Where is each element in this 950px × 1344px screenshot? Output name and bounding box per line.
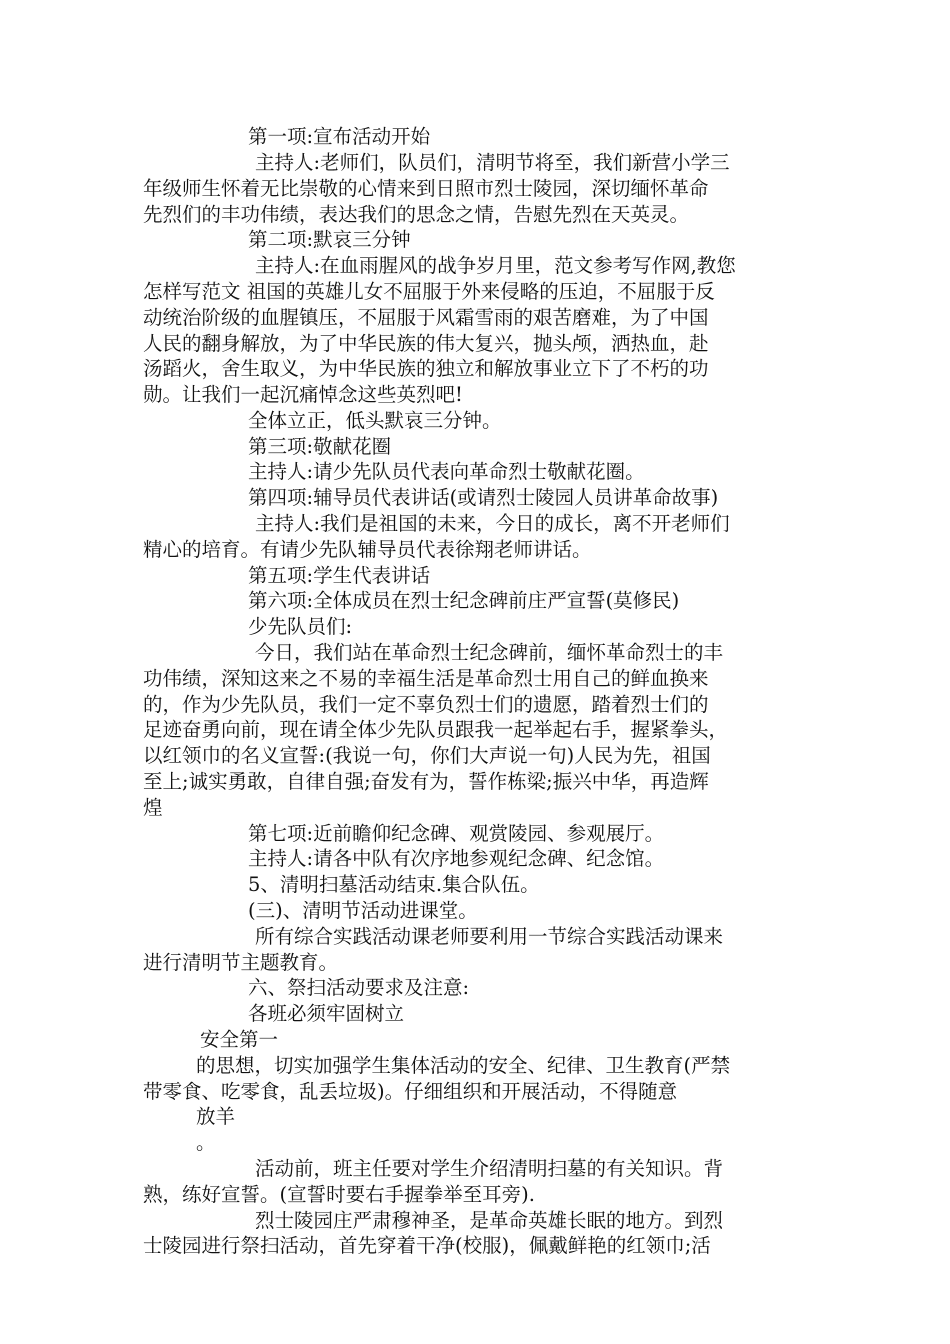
text-line: 第四项:辅导员代表讲话(或请烈士陵园人员讲革命故事)	[248, 486, 719, 509]
text-line: 勋。让我们一起沉痛悼念这些英烈吧!	[143, 383, 463, 406]
text-line: 活动前，班主任要对学生介绍清明扫墓的有关知识。背	[255, 1157, 724, 1180]
text-line: 主持人:请少先队员代表向革命烈士敬献花圈。	[248, 460, 645, 483]
text-line: 第七项:近前瞻仰纪念碑、观赏陵园、参观展厅。	[248, 822, 665, 845]
text-line: 第六项:全体成员在烈士纪念碑前庄严宣誓(莫修民)	[248, 589, 680, 612]
text-line: 主持人:在血雨腥风的战争岁月里，范文参考写作网,教您	[255, 254, 736, 277]
text-line: 精心的培育。有请少先队辅导员代表徐翔老师讲话。	[143, 538, 592, 561]
text-line: 煌	[143, 796, 163, 819]
text-line: 。	[196, 1131, 216, 1154]
text-line: 的思想，切实加强学生集体活动的安全、纪律、卫生教育(严禁	[196, 1054, 731, 1077]
text-line: 先烈们的丰功伟绩，表达我们的思念之情，告慰先烈在天英灵。	[143, 203, 690, 226]
text-line: 带零食、吃零食，乱丢垃圾)。仔细组织和开展活动，不得随意	[143, 1080, 678, 1103]
text-line: 功伟绩，深知这来之不易的幸福生活是革命烈士用自己的鲜血换来	[143, 667, 709, 690]
text-line: 少先队员们:	[248, 615, 353, 638]
text-line: 今日，我们站在革命烈士纪念碑前，缅怀革命烈士的丰	[255, 641, 724, 664]
text-line: 5、清明扫墓活动结束.集合队伍。	[248, 873, 540, 896]
text-line: 年级师生怀着无比崇敬的心情来到日照市烈士陵园，深切缅怀革命	[143, 177, 709, 200]
text-line: 第五项:学生代表讲话	[248, 564, 431, 587]
text-line: 汤蹈火，舍生取义，为中华民族的独立和解放事业立下了不朽的功	[143, 357, 709, 380]
text-line: 主持人:老师们，队员们，清明节将至，我们新营小学三	[255, 151, 730, 174]
text-line: 士陵园进行祭扫活动，首先穿着干净(校服)，佩戴鲜艳的红领巾;活	[143, 1234, 711, 1257]
text-line: 人民的翻身解放，为了中华民族的伟大复兴，抛头颅，洒热血，赴	[143, 332, 709, 355]
text-line: 全体立正，低头默哀三分钟。	[248, 409, 502, 432]
text-line: 各班必须牢固树立	[248, 1002, 405, 1025]
text-line: 第二项:默哀三分钟	[248, 228, 411, 251]
text-line: 第一项:宣布活动开始	[248, 125, 431, 148]
text-line: 动统治阶级的血腥镇压，不屈服于风霜雪雨的艰苦磨难，为了中国	[143, 306, 709, 329]
text-line: 至上;诚实勇敢，自律自强;奋发有为，誓作栋梁;振兴中华，再造辉	[143, 770, 709, 793]
text-line: (三)、清明节活动进课堂。	[248, 899, 478, 922]
text-line: 烈士陵园庄严肃穆神圣，是革命英雄长眠的地方。到烈	[255, 1209, 724, 1232]
text-line: 主持人:请各中队有次序地参观纪念碑、纪念馆。	[248, 847, 665, 870]
text-line: 足迹奋勇向前，现在请全体少先队员跟我一起举起右手，握紧拳头，	[143, 718, 729, 741]
text-line: 所有综合实践活动课老师要利用一节综合实践活动课来	[255, 925, 724, 948]
text-line: 主持人:我们是祖国的未来，今日的成长，离不开老师们	[255, 512, 730, 535]
text-line: 进行清明节主题教育。	[143, 951, 339, 974]
text-line: 怎样写范文 祖国的英雄儿女不屈服于外来侵略的压迫，不屈服于反	[143, 280, 715, 303]
text-line: 熟，练好宣誓。(宣誓时要右手握拳举至耳旁).	[143, 1183, 535, 1206]
text-line: 安全第一	[200, 1028, 279, 1051]
text-line: 的，作为少先队员，我们一定不辜负烈士们的遗愿，踏着烈士们的	[143, 693, 709, 716]
text-line: 放羊	[196, 1105, 236, 1128]
text-line: 以红领巾的名义宣誓:(我说一句，你们大声说一句)人民为先，祖国	[143, 744, 711, 767]
text-line: 第三项:敬献花圈	[248, 435, 392, 458]
text-line: 六、祭扫活动要求及注意:	[248, 976, 470, 999]
